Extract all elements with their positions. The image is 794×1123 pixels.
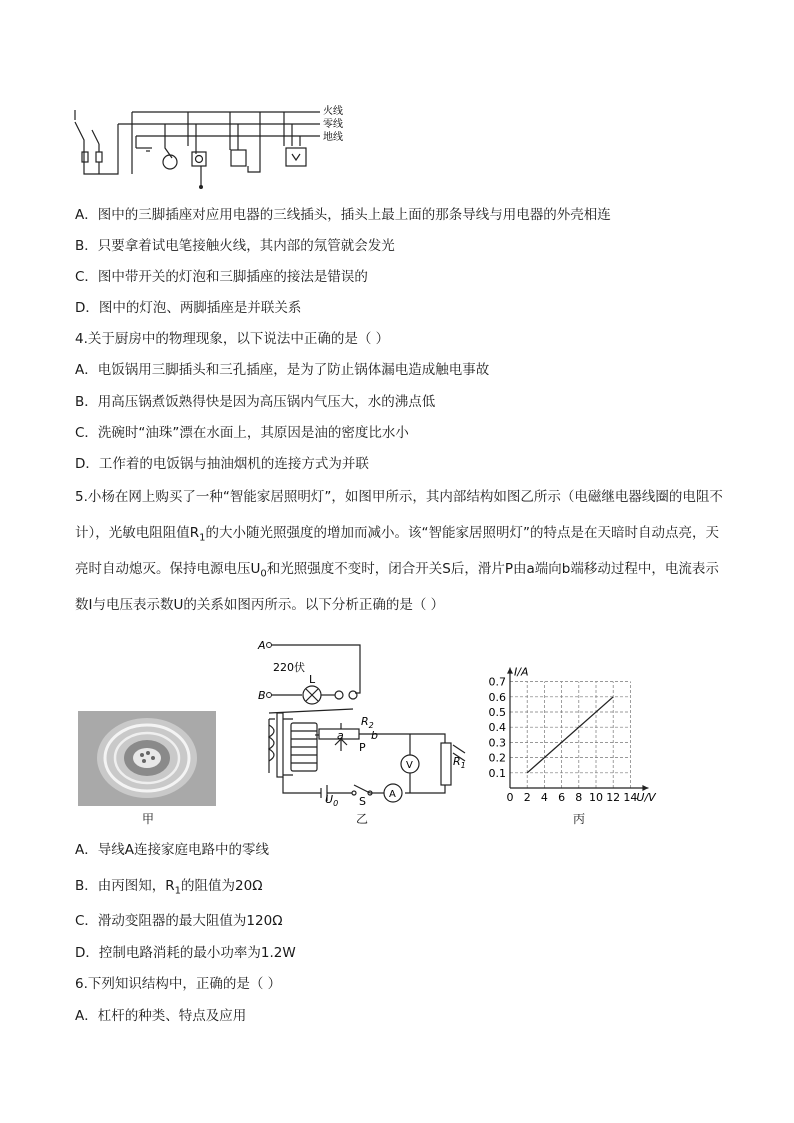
q3-option-a: A．图中的三脚插座对应用电器的三线插头，插头上最上面的那条导线与用电器的外壳相连 — [75, 207, 611, 223]
y-tick-label: 0.2 — [488, 751, 506, 765]
q6-stem: 6.下列知识结构中，正确的是（ ） — [75, 976, 282, 992]
photoresistor-label: $R_1$ — [453, 755, 466, 770]
iu-chart — [482, 665, 672, 813]
y-tick-label: 0.6 — [488, 690, 506, 704]
y-tick-label: 0.1 — [488, 766, 506, 780]
q3-option-c: C．图中带开关的灯泡和三脚插座的接法是错误的 — [75, 269, 368, 285]
x-tick-label: 8 — [575, 791, 583, 804]
lamp-label: L — [309, 673, 316, 686]
q6-option-a: A．杠杆的种类、特点及应用 — [75, 1008, 247, 1024]
relay-circuit-figure — [255, 635, 475, 808]
x-tick-label: 12 — [606, 791, 621, 804]
q4-option-c: C．洗碗时“油珠”漂在水面上，其原因是油的密度比水小 — [75, 425, 409, 441]
figure-bing-caption: 丙 — [573, 812, 586, 826]
q4-option-a: A．电饭锅用三脚插头和三孔插座，是为了防止锅体漏电造成触电事故 — [75, 362, 490, 378]
q5-option-d: D．控制电路消耗的最小功率为1.2W — [75, 945, 296, 961]
y-tick-label: 0.4 — [488, 721, 506, 735]
slider-p-label: P — [359, 741, 366, 754]
x-tick-label: 4 — [540, 791, 548, 804]
y-axis-label: I/A — [514, 665, 529, 679]
x-tick-label: 10 — [589, 791, 603, 804]
series-line — [527, 697, 613, 773]
q4-option-d: D．工作着的电饭锅与抽油烟机的连接方式为并联 — [75, 456, 369, 472]
q4-option-b: B．用高压锅煮饭熟得快是因为高压锅内气压大，水的沸点低 — [75, 394, 436, 410]
smart-lamp-photo — [78, 711, 216, 806]
source-u0-label: $U_0$ — [325, 793, 339, 808]
x-axis-label: U/V — [636, 791, 656, 804]
q5-option-b: B．由丙图知，$R_1$的阻值为20Ω — [75, 878, 263, 897]
terminal-a-label: A — [258, 639, 266, 652]
ammeter-icon: A — [389, 789, 396, 800]
x-tick-label: 14 — [623, 791, 638, 804]
q3-option-d: D．图中的灯泡、两脚插座是并联关系 — [75, 300, 302, 316]
switch-s-label: S — [359, 795, 366, 808]
q5-option-a: A．导线A连接家庭电路中的零线 — [75, 842, 269, 858]
y-axis-arrow — [507, 668, 513, 674]
q4-stem: 4.关于厨房中的物理现象，以下说法中正确的是（ ） — [75, 331, 390, 347]
x-tick-label: 2 — [523, 791, 531, 804]
slider-end-a-label: a — [337, 729, 344, 742]
x-tick-label: 6 — [558, 791, 566, 804]
household-circuit-figure — [70, 100, 370, 195]
y-tick-label: 0.7 — [488, 675, 506, 689]
voltmeter-icon: V — [406, 760, 413, 771]
neutral-wire-label: 零线 — [323, 119, 343, 130]
x-tick-label: 0 — [506, 791, 514, 804]
figure-jia-caption: 甲 — [142, 812, 155, 826]
y-tick-label: 0.3 — [488, 736, 506, 750]
live-wire-label: 火线 — [323, 106, 343, 117]
q5-option-c: C．滑动变阻器的最大阻值为120Ω — [75, 913, 283, 929]
supply-voltage-label: 220伏 — [273, 661, 305, 674]
slider-end-b-label: b — [371, 729, 378, 742]
ground-wire-label: 地线 — [323, 132, 343, 143]
y-tick-label: 0.5 — [488, 706, 506, 719]
rheostat-label: $R_2$ — [361, 715, 374, 730]
figure-yi-caption: 乙 — [356, 812, 369, 826]
q3-option-b: B．只要拿着试电笔接触火线，其内部的氖管就会发光 — [75, 238, 395, 254]
q5-stem: 5.小杨在网上购买了一种“智能家居照明灯”，如图甲所示，其内部结构如图乙所示（电磁继电器线圈的电阻不计），光敏电阻阻值$R_1$的大小随光照强度的增加而减小。该“智能家居照明灯”的特点是在天暗时自动点亮，天亮时自动熄灭。保持电源电压$U_0$和光照强度不变时，闭合开关S后，滑片P由a端向b端移动过程中，电流表示数I与电压表示数U的关系如图丙所示。以下分析正确的是（ ） — [75, 489, 723, 613]
terminal-b-label: B — [258, 689, 266, 702]
